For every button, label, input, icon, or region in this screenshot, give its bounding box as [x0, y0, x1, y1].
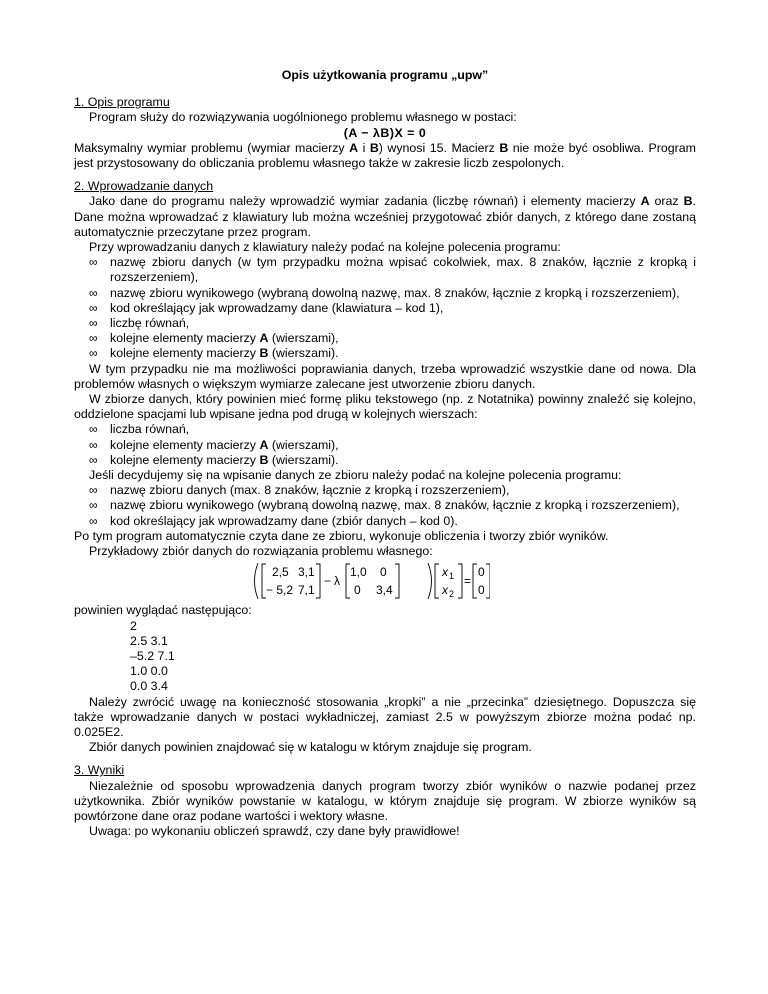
document-title: Opis użytkowania programu „upw” — [281, 68, 489, 82]
list-item: ∞ liczbę równań, — [110, 316, 696, 331]
section-2-heading: 2. Wprowadzanie danych — [74, 179, 214, 194]
matrix-b12: 0 — [380, 565, 387, 580]
list-item: ∞ kod określający jak wprowadzamy dane (zbiór danych – kod 0). — [110, 514, 696, 529]
list-item: ∞ kolejne elementy macierzy B (wierszami). — [110, 453, 696, 468]
list-item: ∞ nazwę zbioru wynikowego (wybraną dowolną nazwę, max. 8 znaków, łącznie z kropką i rozszerzeniem), — [110, 286, 696, 301]
s2-p9: Należy zwrócić uwagę na konieczność stosowania „kropki” a nie „przecinka” dziesiętnego. Dopuszcza się także wprowadzanie danych w postaci wykładniczej, zamiast 2.5 w powyższym zbiorze można podać np. 0.025E2. — [74, 694, 696, 739]
vector-x2: x — [442, 583, 448, 598]
file-input-list — [74, 483, 696, 529]
vector-x2-subscript: 2 — [449, 589, 455, 600]
s2-p6: Po tym program automatycznie czyta dane ze zbioru, wykonuje obliczenia i tworzy zbiór wyników. — [74, 528, 609, 543]
matrix-b21: 0 — [354, 583, 361, 598]
matrix-b11: 1,0 — [350, 565, 367, 580]
keyboard-input-list — [74, 255, 696, 361]
s2-p7: Przykładowy zbiór danych do rozwiązania problemu własnego: — [89, 544, 433, 559]
eigen-formula: (A − λB)X = 0 — [343, 125, 427, 140]
s2-p4: W zbiorze danych, który powinien mieć formę pliku tekstowego (np. z Notatnika) powinny znaleźć się kolejno, oddzielone spacjami lub wpisane jedna pod drugą w kolejnych wierszach: — [74, 392, 696, 422]
s2-p1: Jako dane do programu należy wprowadzić wymiar zadania (liczbę równań) i elementy macierzy A oraz B. Dane można wprowadzać z klawiatury lub można wcześniej przygotować zbiór danych, z którego dane zostaną automatycznie przeczytane przez program. — [74, 194, 696, 239]
matrix-a11: 2,5 — [272, 565, 289, 580]
vector-x1: x — [442, 565, 448, 580]
data-line: 2 — [130, 618, 137, 633]
data-line: 2.5 3.1 — [130, 633, 168, 648]
minus-sign: − — [324, 574, 332, 589]
s2-p3: W tym przypadku nie ma możliwości poprawiania danych, trzeba wprowadzić wszystkie dane od nowa. Dla problemów własnych o większym wymiarze zalecane jest utworzenie zbioru danych. — [74, 361, 696, 391]
data-line: –5.2 7.1 — [130, 648, 175, 663]
data-line: 1.0 0.0 — [130, 664, 168, 679]
document-page — [74, 68, 696, 839]
s3-p2: Uwaga: po wykonaniu obliczeń sprawdź, czy dane były prawidłowe! — [89, 824, 460, 839]
list-item: ∞ kolejne elementy macierzy A (wierszami), — [110, 331, 696, 346]
s1-paragraph: Maksymalny wymiar problemu (wymiar macierzy A i B) wynosi 15. Macierz B nie może być osobliwa. Program jest przystosowany do obliczania problemu własnego także w zakresie liczb zespolonych. — [74, 140, 697, 171]
equals-sign: = — [464, 574, 472, 589]
s2-p5: Jeśli decydujemy się na wpisanie danych ze zbioru należy podać na kolejne polecenia programu: — [89, 468, 622, 483]
s2-p10: Zbiór danych powinien znajdować się w katalogu w którym znajduje się program. — [89, 740, 532, 755]
list-item: ∞ kolejne elementy macierzy B (wierszami). — [110, 346, 696, 361]
data-line: 0.0 3.4 — [130, 679, 168, 694]
s3-p1: Niezależnie od sposobu wprowadzenia danych program tworzy zbiór wyników o nazwie podanej przez użytkownika. Zbiór wyników powstanie w katalogu, w którym znajduje się program. W zbiorze wyników są powtórzone dane oraz podane wartości i wektory własne. — [74, 778, 696, 823]
matrix-equation-graphic — [250, 561, 490, 601]
section-3-heading: 3. Wyniki — [74, 763, 125, 778]
result-r1: 0 — [478, 565, 485, 580]
list-item: ∞ liczba równań, — [110, 422, 696, 437]
vector-x1-subscript: 1 — [449, 571, 455, 582]
s2-p8: powinien wyglądać następująco: — [74, 603, 252, 618]
matrix-a21: − 5,2 — [266, 583, 294, 598]
section-1-heading: 1. Opis programu — [74, 95, 170, 110]
list-item: ∞ kolejne elementy macierzy A (wierszami), — [110, 438, 696, 453]
matrix-b22: 3,4 — [376, 583, 393, 598]
list-item: ∞ nazwę zbioru wynikowego (wybraną dowolną nazwę, max. 8 znaków, łącznie z kropką i rozszerzeniem), — [110, 498, 696, 513]
s2-p2: Przy wprowadzaniu danych z klawiatury należy podać na kolejne polecenia programu: — [89, 240, 561, 255]
example-data-file — [74, 619, 696, 695]
matrix-equation — [74, 561, 696, 601]
list-item: ∞ kod określający jak wprowadzamy dane (klawiatura – kod 1), — [110, 301, 696, 316]
list-item: ∞ nazwę zbioru danych (w tym przypadku można wpisać cokolwiek, max. 8 znaków, łącznie z kropką i rozszerzeniem), — [110, 255, 696, 285]
matrix-a12: 3,1 — [298, 565, 315, 580]
file-content-list — [74, 422, 696, 468]
lambda-symbol: λ — [334, 574, 340, 589]
s1-intro: Program służy do rozwiązywania uogólnionego problemu własnego w postaci: — [89, 110, 517, 125]
matrix-a22: 7,1 — [298, 583, 315, 598]
result-r2: 0 — [478, 583, 485, 598]
list-item: ∞ nazwę zbioru danych (max. 8 znaków, łącznie z kropką i rozszerzeniem), — [110, 483, 696, 498]
